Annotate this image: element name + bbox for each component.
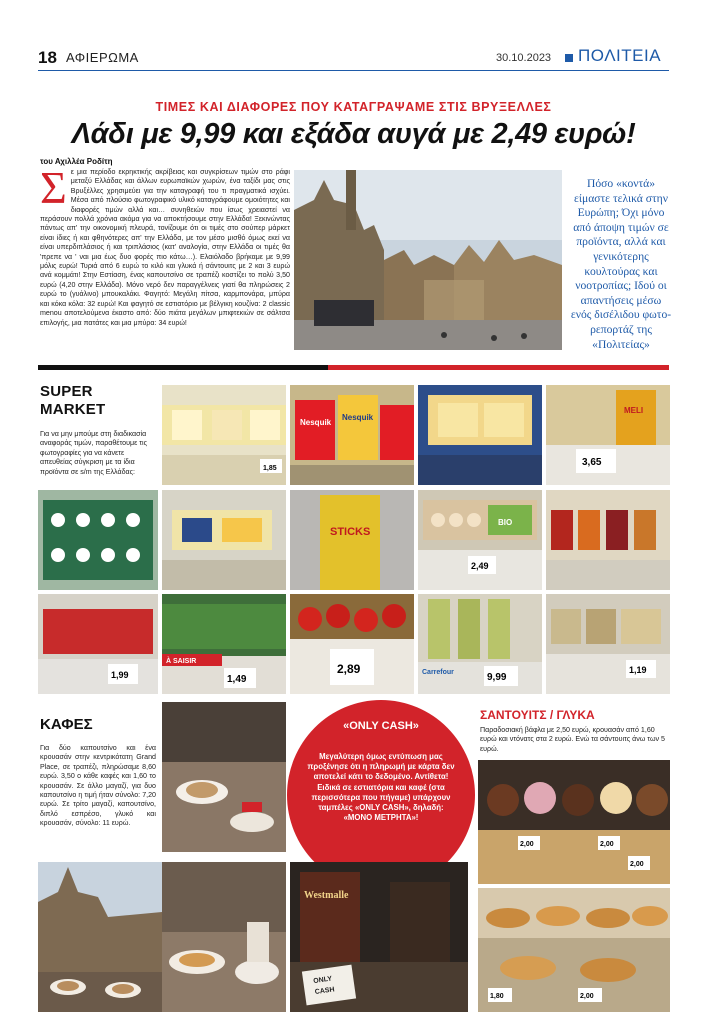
article-byline: του Αχιλλέα Ροδίτη — [40, 157, 113, 166]
sign-cash: CASH — [314, 986, 336, 996]
photo-pates — [546, 594, 670, 694]
photo-olive-oil — [418, 594, 542, 694]
sandwiches-title: ΣΑΝΤΟΥΙΤΣ / ΓΛΥΚΑ — [480, 708, 595, 722]
supermarket-title-line2: MARKET — [40, 401, 106, 418]
supermarket-title-line1: SUPER — [40, 383, 93, 400]
photo-eggs — [418, 490, 542, 590]
lead-text: ε μια περίοδο εκρηκτικής ακρίβειας και συγκρίσεων τιμών στο ράφι μεταξύ Ελλάδας και άλλων ευρωπαϊκών χωρών, ένα ταξίδι μας στις Βρυξέλλες χρησιμεύει για την καταγραφή του τι πραγματικά ισχύει. Μέσα από πλούσιο φωτογραφικό υλικό καταγράφουμε ομοιότητες και διαφορές τιμών αλλά και… συνηθειών που ίσως χρειαστεί να περάσουν πολλά χρόνια ακόμα για να αποκτήσουμε στην Ελλάδα! Ξεκινώντας πάντως απ' την οικονομική πλευρά, τονίζουμε ότι οι τιμές στο σούπερ μάρκετ είναι ίδιες ή και φθηνότερες απ' την Ελλάδα, με τον μέσο μισθό όμως εκεί να είναι υπερδιπλάσιος ή και τριπλάσιος (κατ' αναλογία, στην Ελλάδα οι τιμές θα 'πρεπε να ' ναι μια έως δυο φορές πιο κάτω…). Ελαιόλαδο βρήκαμε με 9,99 μόλις ευρώ! Τυριά από 6 ευρώ το κιλό και γλυκά ή σάντουιτς με 2 και 3 ευρώ ανά κομμάτι! Στην Εστίαση, ένας καπουτσίνο σε τραπέζι κοστίζει το πολύ 3,50 ευρώ (4,20 στην Ελλάδα). Μόνο νερό δεν παραγγέλνεις γιατί θα πληρώσεις 2 ευρώ το (γυάλινο) μπουκαλάκι. Φαγητό: Μεγάλη πίτσα, καρμπονάρα, μπύρα και κόκα κόλα: 32 ευρώ! Και φαγητό σε εστιατόριο με βέλγικη κουζίνα: 2 classic menou αποτελούμενα έκαστο από: δύο πιάτα μεγάλων μπιφτεκιών σε σάλτσα επιλογής, μια πατάτες και μια μπύρα: 34 ευρώ! — [40, 168, 290, 327]
westmalle-label: Westmalle — [304, 890, 349, 901]
photo-jams — [546, 490, 670, 590]
nesquik-label-2: Nesquik — [342, 413, 374, 422]
photo-nesquik — [290, 385, 414, 485]
only-cash-text: Μεγαλύτερη όμως εντύπωση μας προξένησε ότι η πληρωμή με κάρτα δεν αποτελεί κάτι το δεδομένο. Αντίθετα! Ειδικά σε εστιατόρια και καφέ (στα περισσότερα που πήγαμε) υπάρχουν ταμπέλες «ONLY CASH», δηλαδή: «ΜΟΝΟ ΜΕΤΡΗΤΑ»! — [307, 752, 455, 823]
photo-sticks — [290, 490, 414, 590]
sandwiches-text: Παραδοσιακή βάφλα με 2,50 ευρώ, κρουασάν από 1,60 ευρώ και ντόνατς στα 2 ευρώ. Ενώ τα σάντουιτς άνω των 5 ευρώ. — [480, 726, 665, 753]
page-number: 18 — [38, 48, 57, 67]
cafe-text: Για δύο καπουτσίνο και ένα κρουασάν στην κεντρικότατη Grand Place, σε τραπέζι, πληρώσαμε 8,60 ευρώ. 3,50 ο κάθε καφές και 1,60 το κρουασάν. Σε άλλο μαγαζί, για δυο καπουτσίνο η τιμή ήταν σύνολο: 7,20 ευρώ. Σε τρίτο μαγαζί, καπουτσίνο, διπλό εσπρέσο, γλυκό και κρουασάν, σύνολο: 11 ευρώ. — [40, 744, 156, 828]
supermarket-text: Για να μην μπούμε στη διαδικασία αναφοράς τιμών, παραθέτουμε τις φωτογραφίες για να κάνετε απευθείας σύγκριση με τα ίδια προϊόντα σε s/m της Ελλάδας: — [40, 430, 147, 476]
price-tag: 2,00 — [630, 861, 644, 868]
nesquik-label: Nesquik — [300, 418, 332, 427]
price-tag: 1,49 — [227, 674, 247, 685]
price-tag: 1,85 — [263, 465, 277, 472]
price-tag: 1,19 — [629, 665, 647, 675]
price-tag: 1,80 — [490, 993, 504, 1000]
photo-tomatoes — [290, 594, 414, 694]
page-header — [0, 0, 707, 74]
pull-quote: Πόσο «κοντά» είμαστε τελικά στην Ευρώπη; Όχι μόνο από άποψη τιμών σε προϊόντα, αλλά και γενικότερης κουλτούρας και νοοτροπίας; Ιδού οι απαντήσεις μέσω ενός δισέλιδου φωτο-ρεπορτάζ της «Πολιτείας» — [570, 177, 672, 351]
cafe-title: ΚΑΦΕΣ — [40, 716, 93, 733]
header-rule — [38, 70, 669, 71]
price-tag: 3,65 — [582, 457, 602, 468]
photo-honey — [546, 385, 670, 485]
article-headline: Λάδι με 9,99 και εξάδα αυγά με 2,49 ευρώ! — [71, 118, 636, 150]
photo-starbucks — [38, 490, 158, 590]
only-cash-title: «ONLY CASH» — [343, 720, 419, 732]
photo-cucumbers — [162, 594, 286, 694]
photo-only-cash-sign — [290, 862, 468, 1012]
article-lead — [40, 162, 290, 328]
carrefour-label: Carrefour — [422, 669, 454, 676]
photo-strawberries — [38, 594, 158, 694]
price-tag: 2,89 — [337, 662, 361, 676]
photo-butter — [162, 490, 286, 590]
price-tag: 9,99 — [487, 672, 507, 683]
a-saisir-label: À SAISIR — [166, 658, 197, 665]
section-label: ΑΦΙΕΡΩΜΑ — [66, 50, 139, 65]
article-kicker: ΤΙΜΕΣ ΚΑΙ ΔΙΑΦΟΡΕΣ ΠΟΥ ΚΑΤΑΓΡΑΨΑΜΕ ΣΤΙΣ ΒΡΥΞΕΛΛΕΣ — [155, 100, 552, 114]
photo-cheese-shelf — [162, 385, 286, 485]
price-tag: 2,00 — [600, 841, 614, 848]
section-divider-black — [38, 365, 328, 370]
issue-date: 30.10.2023 — [496, 52, 552, 64]
photo-pastries — [478, 888, 670, 1012]
newspaper-brand: ΠΟΛΙΤΕΙΑ — [578, 46, 662, 65]
grand-place-photo — [294, 170, 562, 350]
photo-croissant — [162, 862, 286, 1012]
sticks-label: STICKS — [330, 526, 371, 538]
photo-cappuccino — [162, 702, 286, 852]
price-tag: 1,99 — [111, 670, 129, 680]
price-tag: 2,00 — [520, 841, 534, 848]
meli-label: MELI — [624, 406, 644, 415]
price-tag: 2,00 — [580, 993, 594, 1000]
price-tag: 2,49 — [471, 561, 489, 571]
brand-square-icon — [565, 54, 573, 62]
photo-grand-place-cafe — [38, 862, 162, 1012]
photo-donuts — [478, 760, 670, 884]
bio-label: BIO — [498, 518, 513, 527]
photo-cheese-slices — [418, 385, 542, 485]
drop-cap: Σ — [40, 162, 67, 213]
supermarket-title — [40, 383, 105, 419]
sign-only: ONLY — [312, 975, 333, 986]
